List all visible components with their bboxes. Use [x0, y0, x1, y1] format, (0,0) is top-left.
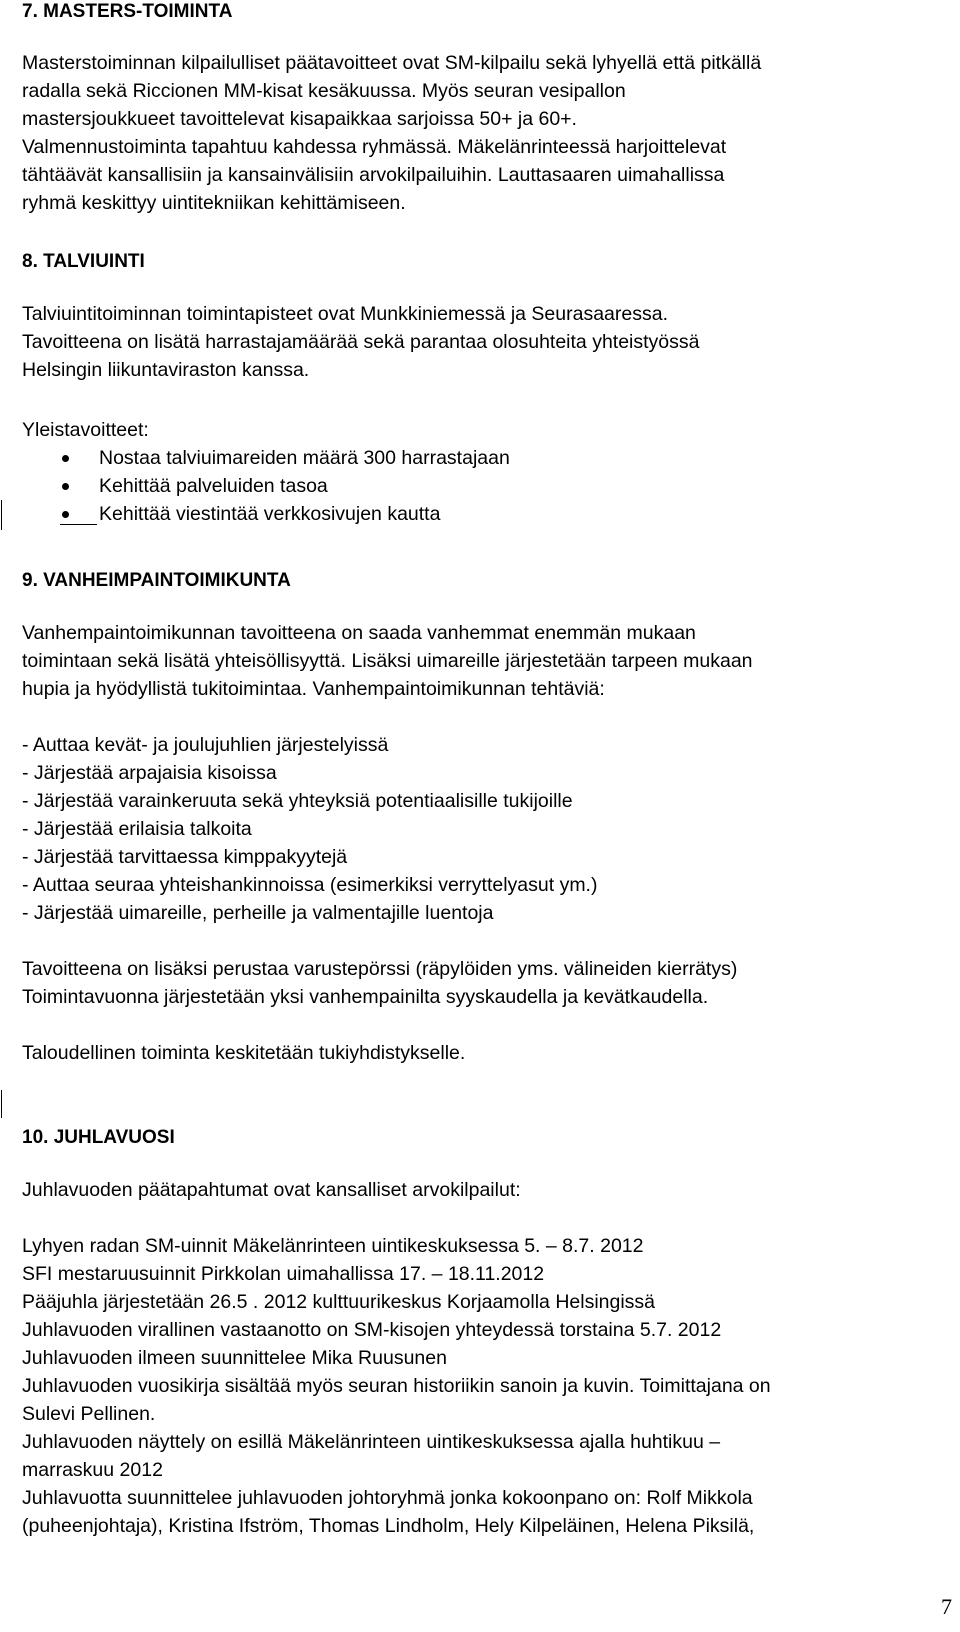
- page-number: 7: [941, 1594, 952, 1619]
- goals-label: Yleistavoitteet:: [22, 419, 149, 441]
- bullet-icon: [62, 483, 69, 490]
- list-item-text: Kehittää palveluiden tasoa: [99, 475, 328, 497]
- section-10-intro: Juhlavuoden päätapahtumat ovat kansalliset arvokilpailut:: [22, 1179, 521, 1201]
- goals-list: [22, 444, 952, 528]
- text-line: marraskuu 2012: [22, 1459, 163, 1481]
- text-line: Helsingin liikuntaviraston kanssa.: [22, 359, 310, 381]
- section-9-more: [22, 955, 952, 1011]
- section-7-body: [22, 49, 952, 217]
- text-line: Juhlavuoden virallinen vastaanotto on SM-kisojen yhteydessä torstaina 5.7. 2012: [22, 1319, 722, 1341]
- list-item: [22, 444, 952, 472]
- text-line: Juhlavuotta suunnittelee juhlavuoden johtoryhmä jonka kokoonpano on: Rolf Mikkola: [22, 1487, 753, 1509]
- text-line: Masterstoiminnan kilpailulliset päätavoitteet ovat SM-kilpailu sekä lyhyellä että pitkällä: [22, 52, 762, 74]
- text-line: Lyhyen radan SM-uinnit Mäkelänrinteen uintikeskuksessa 5. – 8.7. 2012: [22, 1235, 644, 1257]
- text-line: Tavoitteena on lisäksi perustaa varustepörssi (räpylöiden yms. välineiden kierrätys): [22, 958, 738, 980]
- list-item: [22, 472, 952, 500]
- list-item-text: Kehittää viestintää verkkosivujen kautta: [99, 503, 441, 525]
- text-line: Juhlavuoden vuosikirja sisältää myös seuran historiikin sanoin ja kuvin. Toimittajana on: [22, 1375, 771, 1397]
- revision-underline: [60, 524, 97, 525]
- bullet-icon: [62, 511, 69, 518]
- text-line: Pääjuhla järjestetään 26.5 . 2012 kulttuurikeskus Korjaamolla Helsingissä: [22, 1291, 656, 1313]
- list-item: - Järjestää erilaisia talkoita: [22, 818, 252, 840]
- text-line: Toimintavuonna järjestetään yksi vanhempainilta syyskaudella ja kevätkaudella.: [22, 986, 709, 1008]
- text-line: (puheenjohtaja), Kristina Ifström, Thomas Lindholm, Hely Kilpeläinen, Helena Piksilä,: [22, 1515, 755, 1537]
- list-item: - Järjestää varainkeruuta sekä yhteyksiä potentiaalisille tukijoille: [22, 790, 573, 812]
- list-item-text: Nostaa talviuimareiden määrä 300 harrastajaan: [99, 447, 510, 469]
- section-10-heading: 10. JUHLAVUOSI: [22, 1127, 175, 1148]
- text-line: toimintaan sekä lisätä yhteisöllisyyttä. Lisäksi uimareille järjestetään tarpeen mukaan: [22, 650, 753, 672]
- text-line: hupia ja hyödyllistä tukitoimintaa. Vanhempaintoimikunnan tehtäviä:: [22, 678, 605, 700]
- text-line: Juhlavuoden ilmeen suunnittelee Mika Ruusunen: [22, 1347, 447, 1369]
- list-item: - Auttaa kevät- ja joulujuhlien järjestelyissä: [22, 734, 389, 756]
- text-line: Sulevi Pellinen.: [22, 1403, 156, 1425]
- section-8-heading: 8. TALVIUINTI: [22, 251, 145, 272]
- text-line: mastersjoukkueet tavoittelevat kisapaikkaa sarjoissa 50+ ja 60+.: [22, 108, 577, 130]
- text-line: radalla sekä Riccionen MM-kisat kesäkuussa. Myös seuran vesipallon: [22, 80, 626, 102]
- revision-bar: [1, 500, 2, 530]
- tasks-list: [22, 731, 952, 927]
- text-line: tähtäävät kansallisiin ja kansainvälisiin arvokilpailuihin. Lauttasaaren uimahallissa: [22, 164, 725, 186]
- section-9-heading: 9. VANHEIMPAINTOIMIKUNTA: [22, 570, 291, 591]
- section-8-body: [22, 300, 952, 384]
- text-line: Tavoitteena on lisätä harrastajamäärää sekä parantaa olosuhteita yhteistyössä: [22, 331, 700, 353]
- section-7-heading: 7. MASTERS-TOIMINTA: [22, 1, 233, 22]
- list-item: - Auttaa seuraa yhteishankinnoissa (esimerkiksi verryttelyasut ym.): [22, 874, 598, 896]
- text-line: Valmennustoiminta tapahtuu kahdessa ryhmässä. Mäkelänrinteessä harjoittelevat: [22, 136, 727, 158]
- list-item: [22, 500, 952, 528]
- text-line: Talviuintitoiminnan toimintapisteet ovat Munkkiniemessä ja Seurasaaressa.: [22, 303, 668, 325]
- text-line: SFI mestaruusuinnit Pirkkolan uimahallissa 17. – 18.11.2012: [22, 1263, 545, 1285]
- section-10-body: [22, 1232, 952, 1540]
- text-line: ryhmä keskittyy uintitekniikan kehittämiseen.: [22, 192, 406, 214]
- list-item: - Järjestää uimareille, perheille ja valmentajille luentoja: [22, 902, 494, 924]
- list-item: - Järjestää tarvittaessa kimppakyytejä: [22, 846, 348, 868]
- revision-bar: [1, 1090, 2, 1118]
- finance-line: Taloudellinen toiminta keskitetään tukiyhdistykselle.: [22, 1042, 466, 1064]
- bullet-icon: [62, 455, 69, 462]
- list-item: - Järjestää arpajaisia kisoissa: [22, 762, 277, 784]
- section-9-body: [22, 619, 952, 703]
- text-line: Vanhempaintoimikunnan tavoitteena on saada vanhemmat enemmän mukaan: [22, 622, 696, 644]
- text-line: Juhlavuoden näyttely on esillä Mäkelänrinteen uintikeskuksessa ajalla huhtikuu –: [22, 1431, 721, 1453]
